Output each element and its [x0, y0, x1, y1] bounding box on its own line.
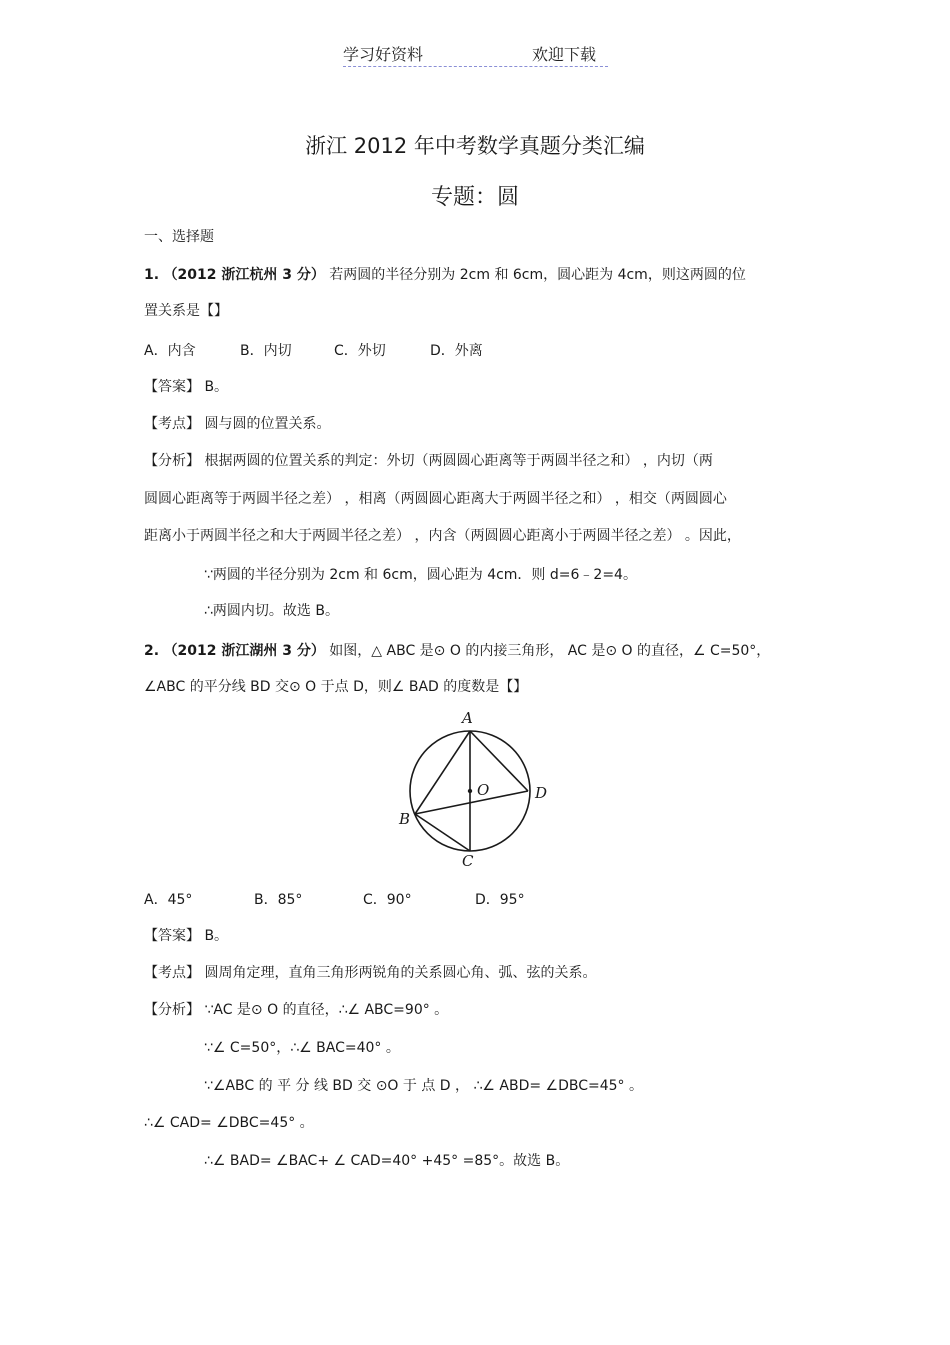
q1-analysis-1: 【分析】 根据两圆的位置关系的判定：外切（两圆圆心距离等于两圆半径之和） ，内切（两	[144, 453, 713, 469]
q2-number: 2.	[144, 643, 160, 659]
q2-analysis-3: ∵∠ABC 的 平 分 线 BD 交 ⊙O 于 点 D ， ∴∠ ABD= ∠DBC=45° 。	[204, 1078, 643, 1094]
q2-option-d: D．95°	[475, 892, 525, 908]
q1-option-c: C．外切	[334, 343, 386, 359]
chord-ab	[415, 731, 470, 814]
q1-text: 若两圆的半径分别为 2cm 和 6cm，圆心距为 4cm，则这两圆的位	[329, 267, 746, 283]
section-heading: 一、选择题	[144, 229, 214, 245]
header-left: 学习好资料	[343, 45, 424, 64]
q1-line1	[144, 264, 746, 284]
q1-source: （2012 浙江杭州 3 分）	[163, 267, 325, 283]
center-point	[468, 789, 472, 793]
q2-text: 如图，△ ABC 是⊙ O 的内接三角形， AC 是⊙ O 的直径，∠ C=50°，	[329, 643, 771, 659]
q1-option-b: B．内切	[240, 343, 292, 359]
q1-step-1: ∵两圆的半径分别为 2cm 和 6cm，圆心距为 4cm．则 d=6﹣2=4。	[204, 567, 637, 583]
q1-analysis-3: 距离小于两圆半径之和大于两圆半径之差） ，内含（两圆圆心距离小于两圆半径之差） 。因此，	[144, 528, 741, 544]
q2-option-b: B．85°	[254, 892, 303, 908]
q2-option-c: C．90°	[363, 892, 412, 908]
q1-step-2: ∴两圆内切。故选 B。	[204, 603, 339, 619]
q1-point: 【考点】 圆与圆的位置关系。	[144, 416, 331, 432]
label-c: C	[462, 852, 474, 870]
q2-option-a: A．45°	[144, 892, 193, 908]
q1-option-d: D．外离	[430, 343, 483, 359]
q2-analysis-2: ∵∠ C=50°，∴∠ BAC=40° 。	[204, 1040, 400, 1056]
q1-option-a: A．内含	[144, 343, 196, 359]
page-header	[343, 40, 608, 67]
circle-figure	[395, 705, 560, 875]
chord-bc	[415, 814, 470, 851]
q2-analysis-5: ∴∠ BAD= ∠BAC+ ∠ CAD=40° +45° =85°。故选 B。	[204, 1153, 570, 1169]
page-title: 浙江 2012 年中考数学真题分类汇编	[305, 134, 645, 158]
q2-line1	[144, 640, 770, 660]
q1-number: 1.	[144, 267, 160, 283]
q2-line2: ∠ABC 的平分线 BD 交⊙ O 于点 D，则∠ BAD 的度数是【】	[144, 679, 528, 695]
q1-analysis-2: 圆圆心距离等于两圆半径之差） ，相离（两圆圆心距离大于两圆半径之和） ，相交（两圆圆心	[144, 491, 727, 507]
page-subtitle: 专题：圆	[430, 185, 519, 210]
q2-source: （2012 浙江湖州 3 分）	[163, 643, 325, 659]
q2-analysis-4: ∴∠ CAD= ∠DBC=45° 。	[144, 1115, 314, 1131]
label-b: B	[399, 810, 411, 828]
label-a: A	[462, 709, 473, 727]
q2-point: 【考点】 圆周角定理，直角三角形两锐角的关系圆心角、弧、弦的关系。	[144, 965, 597, 981]
chord-bd	[415, 791, 528, 814]
label-o: O	[477, 781, 490, 799]
q1-answer: 【答案】 B。	[144, 379, 229, 395]
label-d: D	[535, 784, 548, 802]
q2-analysis-1: 【分析】 ∵AC 是⊙ O 的直径，∴∠ ABC=90° 。	[144, 1002, 449, 1018]
q1-line2: 置关系是【】	[144, 303, 228, 319]
header-right: 欢迎下载	[532, 45, 597, 64]
q2-answer: 【答案】 B。	[144, 928, 229, 944]
